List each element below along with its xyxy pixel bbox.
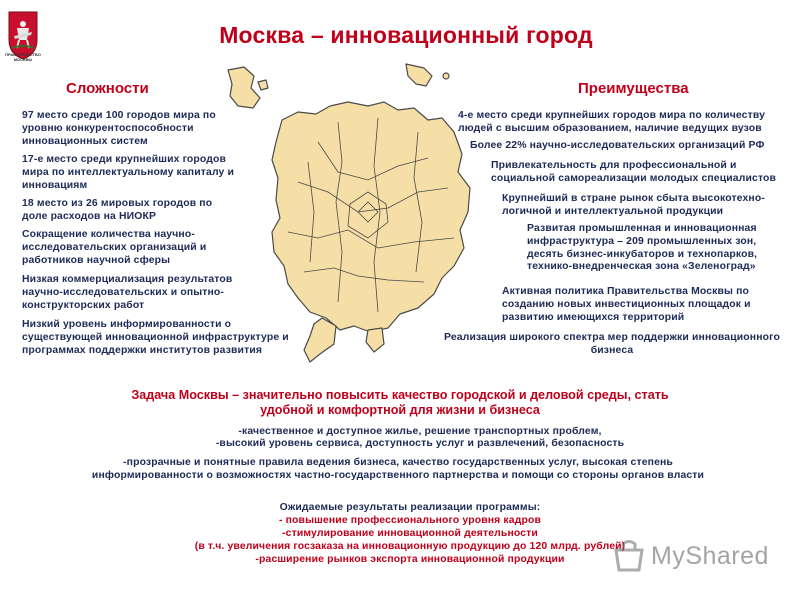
difficulty-5: Низкая коммерциализация результатов научно-исследовательских и опытно-конструкторских работ — [22, 274, 233, 311]
advantage-1: 4-е место среди крупнейших городов мира по количеству людей с высшим образованием, наличие ведущих вузов — [458, 110, 766, 134]
difficulty-2: 17-е место среди крупнейших городов мира по интеллектуальному капиталу и инновациям — [22, 154, 235, 191]
advantage-2: Более 22% научно-исследовательских организаций РФ — [470, 140, 765, 151]
page-title: Москва – инновационный город — [219, 22, 593, 48]
difficulty-3: 18 место из 26 мировых городов по доле расходов на НИОКР — [22, 198, 213, 222]
result-item-3: (в т.ч. увеличения госзаказа на инновационную продукцию до 120 млрд. рублей) — [194, 541, 626, 552]
task-point-3: -прозрачные и понятные правила ведения бизнеса, качество государственных услуг, высокая степень информированности о возможностях частно-государственного партнерства и помощи со стороны органов власти — [91, 457, 705, 481]
difficulties-heading: Сложности — [66, 80, 149, 97]
difficulty-6: Низкий уровень информированности о существующей инновационной инфраструктуре и программах поддержки институтов развития — [22, 319, 289, 356]
task-point-2: -высокий уровень сервиса, доступность услуг и развлечений, безопасность — [215, 438, 625, 449]
advantage-3: Привлекательность для профессиональной и социальной самореализации молодых специалистов — [491, 160, 777, 184]
advantage-4: Крупнейший в стране рынок сбыта высокотехно-логичной и интеллектуальной продукции — [502, 193, 765, 217]
result-item-4: -расширение рынков экспорта инновационной продукции — [255, 554, 565, 565]
results-heading: Ожидаемые результаты реализации программы: — [279, 502, 541, 513]
advantage-6: Активная политика Правительства Москвы по созданию новых инвестиционных площадок и развитию имеющихся территорий — [502, 286, 751, 323]
task-headline: Задача Москвы – значительно повысить качество городской и деловой среды, стать удобной и комфортной для жизни и бизнеса — [131, 388, 669, 417]
result-item-1: - повышение профессионального уровня кадров — [278, 515, 541, 526]
result-item-2: -стимулирование инновационной деятельности — [282, 528, 538, 539]
advantage-7: Реализация широкого спектра мер поддержки инновационного бизнеса — [444, 332, 780, 356]
advantage-5: Развитая промышленная и инновационная инфраструктура – 209 промышленных зон, десять бизнес-инкубаторов и технопарков, технико-внедренческая зона «Зеленоград» — [527, 223, 758, 273]
emblem-caption: ПРАВИТЕЛЬСТВО МОСКВЫ — [5, 52, 41, 62]
watermark-text: MyShared — [651, 542, 769, 570]
difficulty-1: 97 место среди 100 городов мира по уровню конкурентоспособности инновационных систем — [22, 110, 216, 147]
task-point-1: -качественное и доступное жилье, решение транспортных проблем, — [238, 426, 602, 437]
watermark-logo-icon — [612, 538, 646, 576]
advantages-heading: Преимущества — [578, 80, 689, 97]
difficulty-4: Сокращение количества научно-исследовательских организаций и работников научной сферы — [22, 229, 207, 266]
